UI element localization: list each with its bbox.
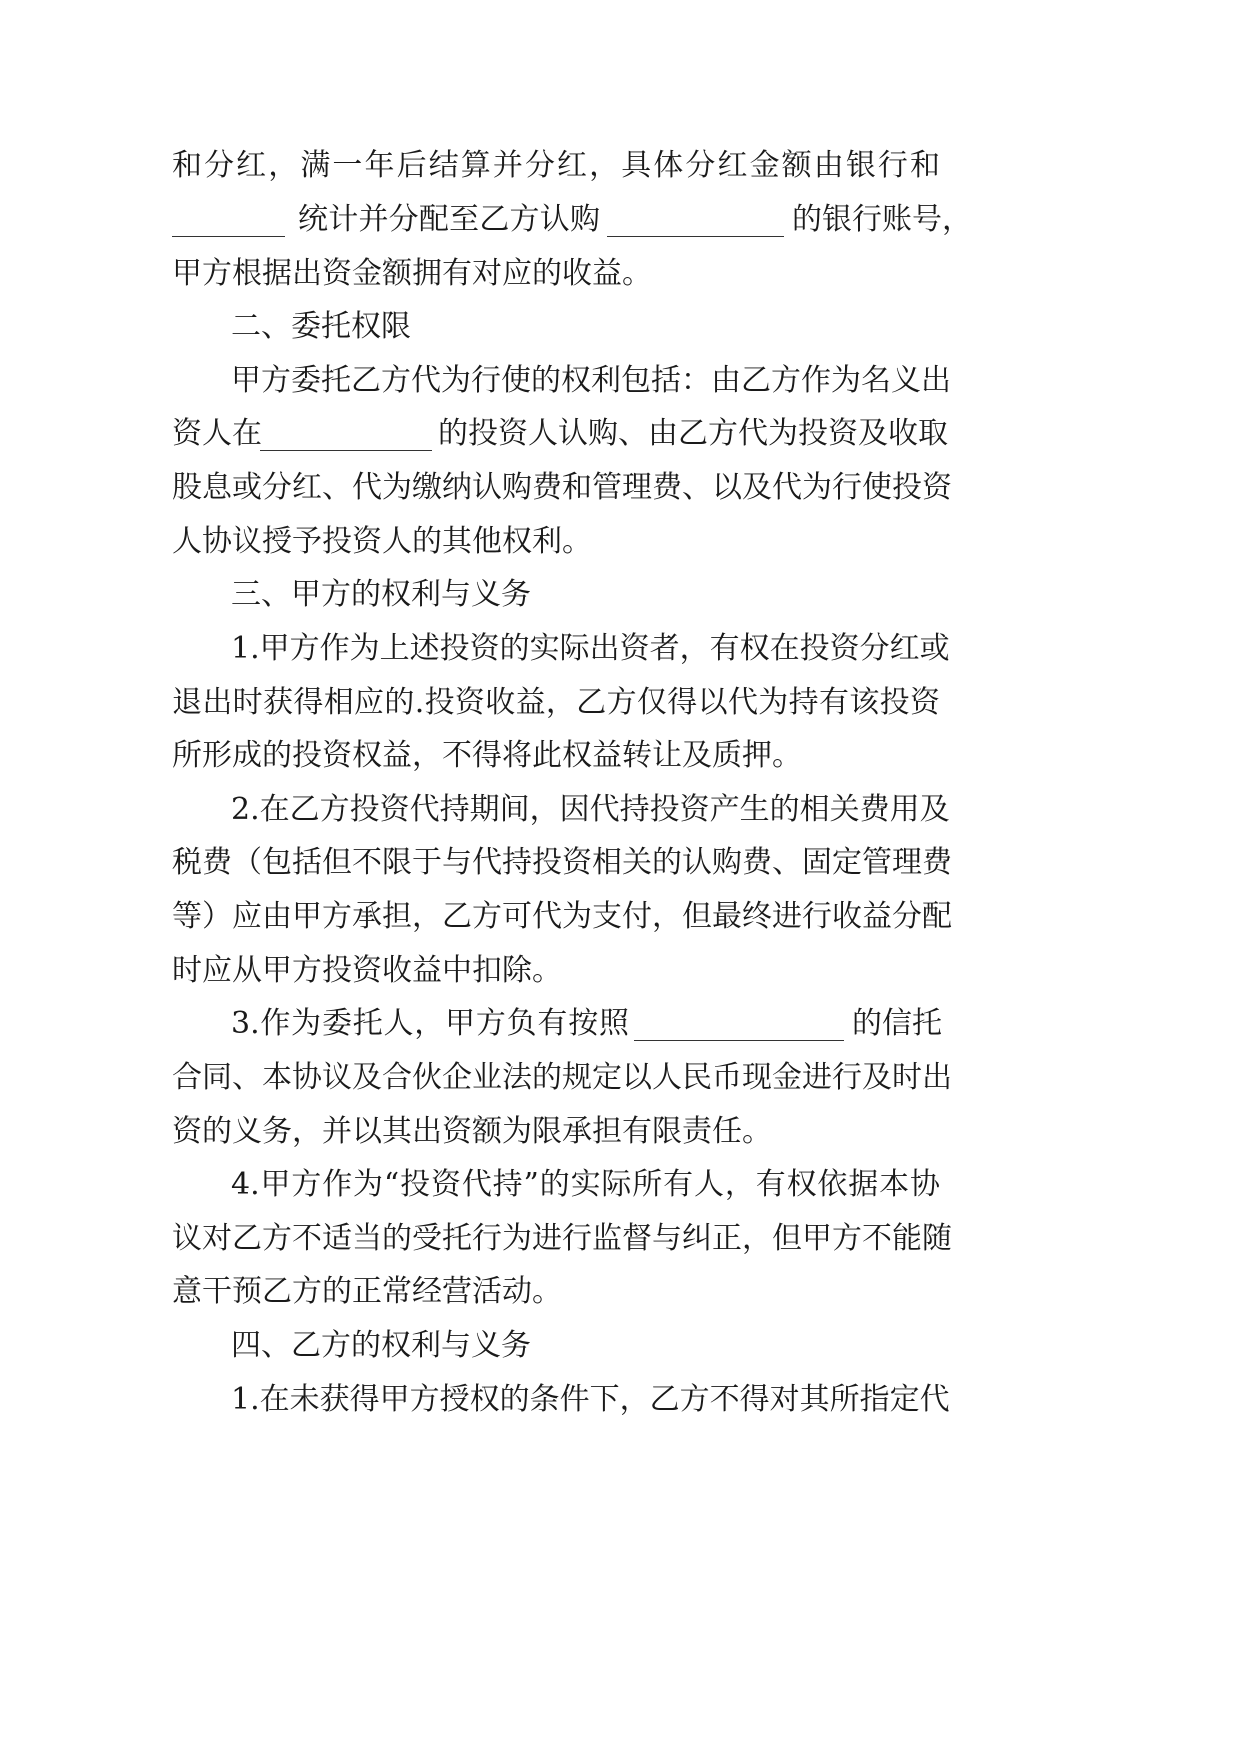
text-line: 股息或分红、代为缴纳认购费和管理费、以及代为行使投资	[172, 470, 952, 505]
fill-in-blank	[172, 236, 285, 237]
section-heading	[0, 575, 1241, 615]
text-line: 和分红，满一年后结算并分红，具体分红金额由银行和	[172, 148, 940, 183]
paragraph-line	[0, 1112, 1241, 1152]
text-line: 3.作为委托人，甲方负有按照	[231, 1006, 629, 1041]
paragraph-line	[0, 414, 1241, 454]
paragraph-line	[0, 1380, 1241, 1420]
text-line: 人协议授予投资人的其他权利。	[172, 524, 592, 559]
paragraph-line	[0, 629, 1241, 669]
paragraph-line	[0, 361, 1241, 401]
text-line: 所形成的投资权益，不得将此权益转让及质押。	[172, 738, 802, 773]
text-line: 4.甲方作为“投资代持”的实际所有人，有权依据本协	[231, 1167, 940, 1202]
text-line: 意干预乙方的正常经营活动。	[172, 1274, 562, 1309]
paragraph-line	[0, 951, 1241, 991]
paragraph-line	[0, 897, 1241, 937]
fill-in-blank	[634, 1040, 844, 1041]
text-line: 合同、本协议及合伙企业法的规定以人民币现金进行及时出	[172, 1060, 952, 1095]
text-line: 的投资人认购、由乙方代为投资及收取	[438, 416, 948, 451]
paragraph-line	[0, 843, 1241, 883]
paragraph-line	[0, 1058, 1241, 1098]
paragraph-line	[0, 790, 1241, 830]
paragraph-line	[0, 1004, 1241, 1044]
paragraph-line	[0, 683, 1241, 723]
section-heading	[0, 307, 1241, 347]
paragraph-line	[0, 254, 1241, 294]
text-line: 2.在乙方投资代持期间，因代持投资产生的相关费用及	[231, 792, 950, 827]
paragraph-line	[0, 1272, 1241, 1312]
text-line: 1.甲方作为上述投资的实际出资者，有权在投资分红或	[231, 631, 950, 666]
heading-text: 二、委托权限	[231, 309, 411, 344]
paragraph-line	[0, 1165, 1241, 1205]
text-line: 的银行账号，	[792, 202, 972, 237]
text-line: 税费（包括但不限于与代持投资相关的认购费、固定管理费	[172, 845, 952, 880]
paragraph-line	[0, 1219, 1241, 1259]
text-line: 的信托	[852, 1006, 942, 1041]
heading-text: 四、乙方的权利与义务	[231, 1328, 531, 1363]
text-line: 统计并分配至乙方认购	[298, 202, 600, 237]
heading-text: 三、甲方的权利与义务	[231, 577, 531, 612]
text-line: 甲方委托乙方代为行使的权利包括：由乙方作为名义出	[231, 363, 951, 398]
text-line: 时应从甲方投资收益中扣除。	[172, 953, 562, 988]
text-line: 议对乙方不适当的受托行为进行监督与纠正，但甲方不能随	[172, 1221, 952, 1256]
paragraph-line	[0, 200, 1241, 240]
paragraph-line	[0, 736, 1241, 776]
fill-in-blank	[260, 450, 432, 451]
text-line: 甲方根据出资金额拥有对应的收益。	[172, 256, 652, 291]
paragraph-line	[0, 468, 1241, 508]
paragraph-line	[0, 146, 1241, 186]
text-line: 退出时获得相应的.投资收益，乙方仅得以代为持有该投资	[172, 685, 940, 720]
text-line: 资人在	[172, 416, 262, 451]
text-line: 资的义务，并以其出资额为限承担有限责任。	[172, 1114, 772, 1149]
fill-in-blank	[607, 236, 784, 237]
text-line: 等）应由甲方承担，乙方可代为支付，但最终进行收益分配	[172, 899, 952, 934]
paragraph-line	[0, 522, 1241, 562]
section-heading	[0, 1326, 1241, 1366]
text-line: 1.在未获得甲方授权的条件下，乙方不得对其所指定代	[231, 1382, 950, 1417]
